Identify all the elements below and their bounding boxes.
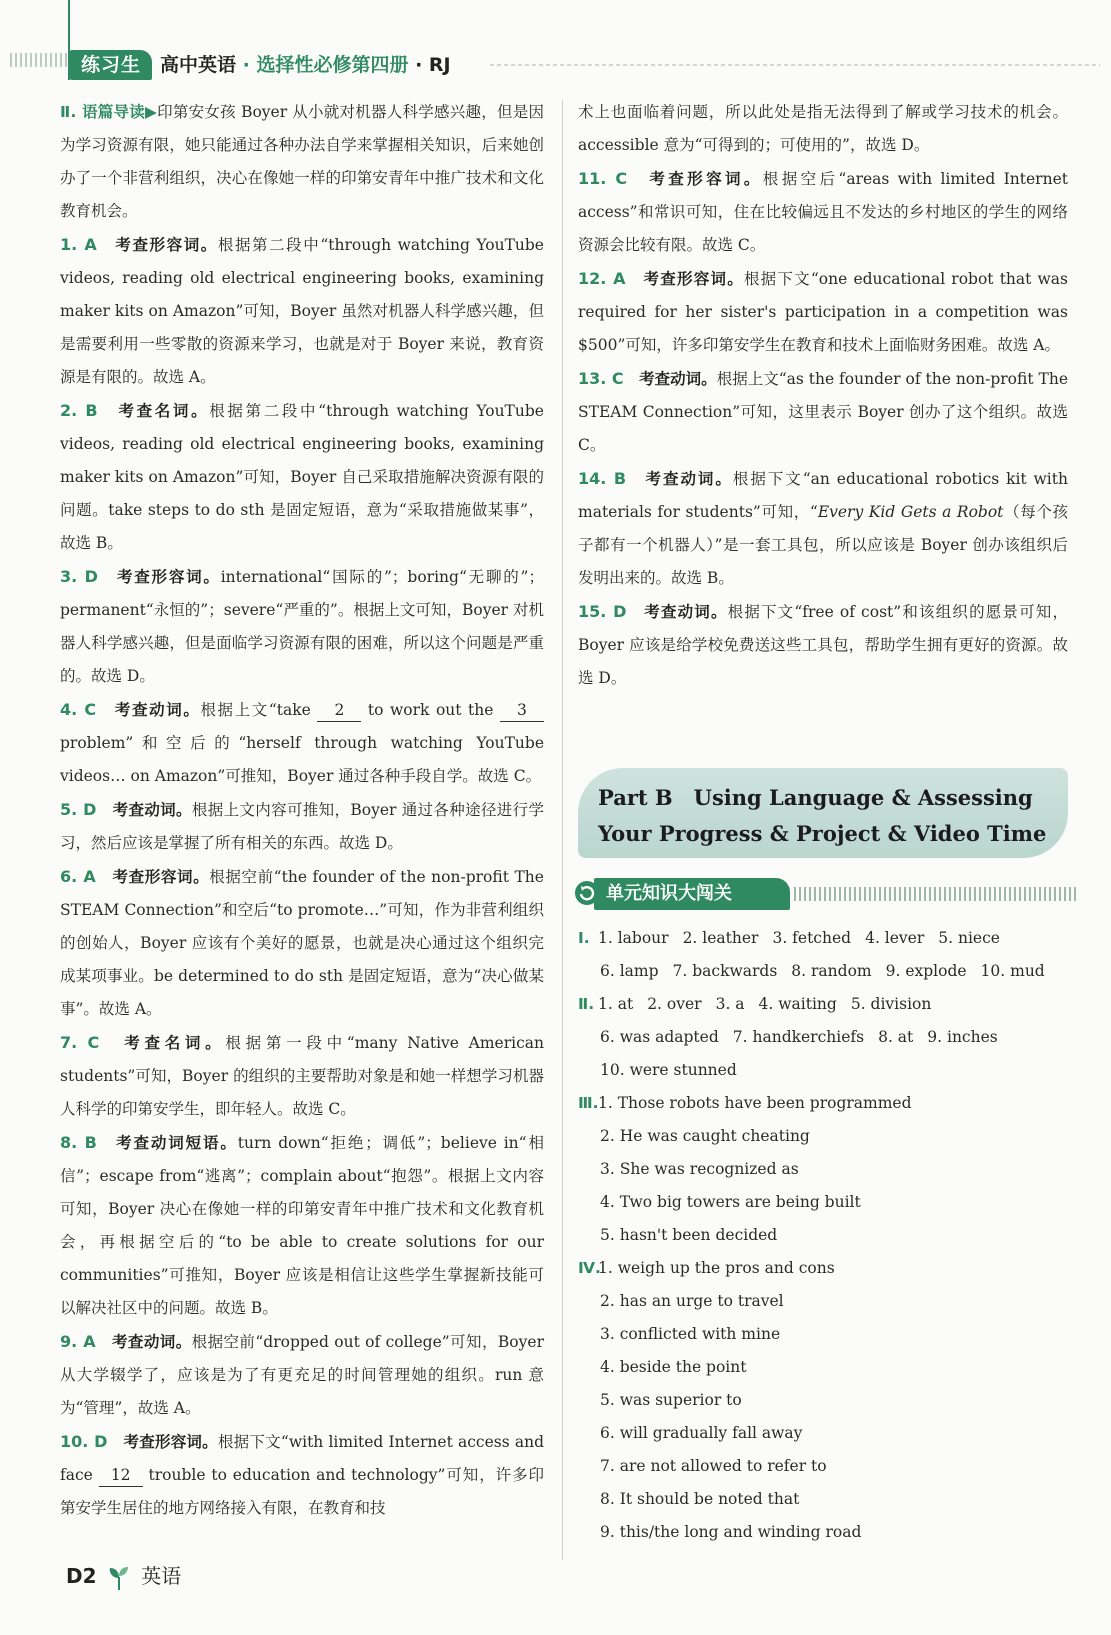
answer: 3. conflicted with mine <box>600 1325 781 1343</box>
item-type: 考查动词短语。 <box>116 1134 238 1152</box>
item-text: international“国际的”；boring“无聊的”；permanent“永恒的”；severe“严重的”。根据上文可知，Boyer 对机器人科学感兴趣，但是面临学习资源有限的困难，所以这个问题是严重的。故选 D。 <box>60 568 544 685</box>
answer: 6. lamp <box>600 962 659 980</box>
header-dots <box>10 53 68 67</box>
answer-row <box>578 1417 1068 1450</box>
item-type: 考查动词。 <box>644 603 728 621</box>
item-type: 考查形容词。 <box>112 868 210 886</box>
answer: 6. will gradually fall away <box>600 1424 803 1442</box>
answer: 4. lever <box>865 929 925 947</box>
item-text: 根据上文“as the founder of the non-profit The STEAM Connection”可知，这里表示 Boyer 创办了这个组织。故选 C。 <box>578 370 1069 454</box>
answer-row <box>578 1153 1068 1186</box>
answer: 2. He was caught cheating <box>600 1127 810 1145</box>
answer: 5. hasn't been decided <box>600 1226 778 1244</box>
item-text: 根据空前“dropped out of college”可知，Boyer 从大学辍学了，应该是为了有更充足的时间管理她的组织。run 意为“管理”，故选 A。 <box>60 1333 544 1417</box>
answer-row <box>578 1054 1068 1087</box>
answer: 7. are not allowed to refer to <box>600 1457 827 1475</box>
item-number: 5. D <box>60 800 97 819</box>
item-text: 根据上文“take <box>200 701 318 719</box>
item-number: 14. B <box>578 469 627 488</box>
answer-row <box>578 1252 1068 1285</box>
answer-item-7 <box>60 1026 544 1126</box>
book-title <box>160 50 451 80</box>
item-number: 9. A <box>60 1332 96 1351</box>
section-title: 单元知识大闯关 <box>594 878 790 910</box>
item-number: 10. D <box>60 1432 108 1451</box>
answer: 3. She was recognized as <box>600 1160 799 1178</box>
series-badge: 练习生 <box>70 50 152 80</box>
answer: 1. at <box>598 995 634 1013</box>
item-text: problem”和空后的“herself through watching YouTube videos… on Amazon”可推知，Boyer 通过各种手段自学。故选 C。 <box>60 734 544 785</box>
item-text: 根据第二段中“through watching YouTube videos, reading old electrical engineering books, examining maker kits on Amazon”可知，Boyer 虽然对机器人科学感兴趣，但是需要利用一些零散的资源来学习，也就是对于 Boyer 来说，教育资源是有限的。故选 A。 <box>60 236 544 386</box>
answer-item-4 <box>60 693 544 793</box>
roman-label: Ⅰ. <box>578 929 590 947</box>
answer-row <box>578 988 1068 1021</box>
answer-row <box>578 1021 1068 1054</box>
answer: 8. random <box>791 962 872 980</box>
answer: 6. was adapted <box>600 1028 719 1046</box>
item-type: 考查名词。 <box>124 1034 226 1052</box>
answer: 5. niece <box>938 929 1000 947</box>
answer-row <box>578 1351 1068 1384</box>
section-dots <box>794 887 1079 901</box>
reading-guide-tag: Ⅱ. 语篇导读▶ <box>60 103 158 121</box>
item-italic: Every Kid Gets a Robot <box>817 503 1004 521</box>
item-type: 考查形容词。 <box>649 170 763 188</box>
unit-answers <box>578 922 1068 1549</box>
reading-guide <box>60 96 544 228</box>
item-text: 根据下文“with limited Internet access and face <box>60 1433 544 1484</box>
refresh-arrow-icon <box>574 880 600 906</box>
answer-item-5 <box>60 793 544 860</box>
answer: 5. division <box>850 995 932 1013</box>
item-text: （每个孩子都有一个机器人）”是一套工具包，所以应该是 Boyer 创办该组织后发明出来的。故选 B。 <box>578 503 1068 587</box>
answer-item-14 <box>578 462 1068 595</box>
answer-item-12 <box>578 262 1068 362</box>
item-text: 根据空前“the founder of the non-profit The STEAM Connection”和空后“to promote…”可知，作为非营利组织的创始人，Boyer 应该有个美好的愿景，也就是决心通过这个组织完成某项事业。be determined to do sth 是固定短语，意为“决心做某事”。故选 A。 <box>60 868 544 1018</box>
roman-label: Ⅱ. <box>578 995 595 1013</box>
title-sub: 选择性必修第四册 <box>256 54 409 76</box>
answer-item-9 <box>60 1325 544 1425</box>
item-text: 根据下文“one educational robot that was required for her sister's participation in a competition was $500”可知，许多印第安学生在教育和技术上面临财务困难。故选 A。 <box>578 270 1068 354</box>
item-number: 6. A <box>60 867 96 886</box>
answer: 10. mud <box>980 962 1045 980</box>
answer: 4. beside the point <box>600 1358 747 1376</box>
answer-item-13 <box>578 362 1068 462</box>
answer: 4. waiting <box>758 995 837 1013</box>
answer-item-10 <box>60 1425 544 1525</box>
answer-row <box>578 922 1068 955</box>
page-number: D2 <box>66 1564 97 1588</box>
item-type: 考查动词。 <box>645 470 733 488</box>
answer-item-3 <box>60 560 544 693</box>
item-type: 考查形容词。 <box>116 568 221 586</box>
item-text: 根据上文内容可推知，Boyer 通过各种途径进行学习，然后应该是掌握了所有相关的东西。故选 D。 <box>60 801 544 852</box>
answer: 9. explode <box>885 962 967 980</box>
answer: 3. fetched <box>772 929 852 947</box>
banner-line-2: Your Progress & Project & Video Time <box>598 821 1047 846</box>
answer: 7. backwards <box>672 962 778 980</box>
item-text: 根据下文“free of cost”和该组织的愿景可知，Boyer 应该是给学校免费送这些工具包，帮助学生拥有更好的资源。故选 D。 <box>578 603 1068 687</box>
answer: 1. labour <box>598 929 669 947</box>
answer-row <box>578 955 1068 988</box>
answer-item-15 <box>578 595 1068 695</box>
answer: 2. has an urge to travel <box>600 1292 784 1310</box>
blank: 12 <box>99 1464 143 1487</box>
item-type: 考查名词。 <box>118 402 210 420</box>
item-number: 15. D <box>578 602 627 621</box>
roman-label: Ⅳ. <box>578 1259 601 1277</box>
header-rule <box>490 64 1100 66</box>
answer-row <box>578 1516 1068 1549</box>
answer-row <box>578 1087 1068 1120</box>
reading-guide-text: 印第安女孩 Boyer 从小就对机器人科学感兴趣，但是因为学习资源有限，她只能通过各种办法自学来掌握相关知识，后来她创办了一个非营利组织，决心在像她一样的印第安青年中推广技术和文化教育机会。 <box>60 103 545 220</box>
footer <box>66 1560 181 1591</box>
banner-line-1: Part B Using Language & Assessing <box>598 785 1033 810</box>
blank: 2 <box>317 699 361 722</box>
item-text: trouble to education and technology”可知，许多印第安学生居住的地方网络接入有限，在教育和技 <box>60 1466 544 1517</box>
answer: 8. at <box>878 1028 914 1046</box>
answer-row <box>578 1318 1068 1351</box>
answer: 9. inches <box>927 1028 998 1046</box>
title-main: 高中英语 <box>160 54 237 76</box>
right-column <box>578 96 1068 695</box>
answer: 9. this/the long and winding road <box>600 1523 862 1541</box>
answer-item-1 <box>60 228 544 394</box>
answer-row <box>578 1219 1068 1252</box>
item-type: 考查动词。 <box>111 1333 192 1351</box>
answer-row <box>578 1186 1068 1219</box>
item-number: 11. C <box>578 169 628 188</box>
item-number: 8. B <box>60 1133 97 1152</box>
item-number: 3. D <box>60 567 98 586</box>
item-text: to work out the <box>361 701 500 719</box>
item-number: 12. A <box>578 269 626 288</box>
item-text: 根据第二段中“through watching YouTube videos, reading old electrical engineering books, examining maker kits on Amazon”可知，Boyer 自己采取措施解决资源有限的问题。take steps to do sth 是固定短语，意为“采取措施做某事”，故选 B。 <box>60 402 544 552</box>
item-type: 考查动词。 <box>639 370 717 388</box>
answer-item-2 <box>60 394 544 560</box>
sprout-icon <box>107 1565 131 1591</box>
answer-item-6 <box>60 860 544 1026</box>
item-type: 考查形容词。 <box>115 236 218 254</box>
item-text: turn down“拒绝；调低”；believe in“相信”；escape from“逃离”；complain about“抱怨”。根据上文内容可知，Boyer 决心在像她一样的印第安青年中推广技术和文化教育机会，再根据空后的“to be able to create solutions for our communities”可推知，Boyer 应该是相信让这些学生掌握新技能可以解决社区中的问题。故选 B。 <box>60 1134 544 1317</box>
item-type: 考查动词。 <box>114 701 201 719</box>
answer: 1. weigh up the pros and cons <box>598 1259 835 1277</box>
title-sep: · <box>236 54 257 76</box>
continuation-text: 术上也面临着问题，所以此处是指无法得到了解或学习技术的机会。accessible 意为“可得到的；可使用的”，故选 D。 <box>578 103 1068 154</box>
answer-item-11 <box>578 162 1068 262</box>
answer-row <box>578 1285 1068 1318</box>
answer: 10. were stunned <box>600 1061 737 1079</box>
item-number: 7. C <box>60 1033 100 1052</box>
item-type: 考查形容词。 <box>123 1433 218 1451</box>
title-edition: · RJ <box>408 54 451 76</box>
answer: 7. handkerchiefs <box>732 1028 865 1046</box>
column-divider <box>562 100 563 1560</box>
item-type: 考查形容词。 <box>643 270 744 288</box>
item-number: 13. C <box>578 369 624 388</box>
footer-subject: 英语 <box>141 1564 182 1588</box>
item-text: 根据第一段中“many Native American students”可知，Boyer 的组织的主要帮助对象是和她一样想学习机器人科学的印第安学生，即年轻人。故选 C。 <box>60 1034 544 1118</box>
answer: 2. over <box>647 995 702 1013</box>
item-type: 考查动词。 <box>112 801 192 819</box>
answer: 1. Those robots have been programmed <box>598 1094 912 1112</box>
answer-item-8 <box>60 1126 544 1325</box>
answer: 8. It should be noted that <box>600 1490 800 1508</box>
answer: 3. a <box>715 995 745 1013</box>
item-number: 2. B <box>60 401 98 420</box>
part-b-banner <box>578 768 1068 858</box>
blank: 3 <box>500 699 544 722</box>
item-number: 4. C <box>60 700 97 719</box>
answer-row <box>578 1483 1068 1516</box>
roman-label: Ⅲ. <box>578 1094 599 1112</box>
item-number: 1. A <box>60 235 97 254</box>
answer-row <box>578 1120 1068 1153</box>
item-text: 根据空后“areas with limited Internet access”和常识可知，住在比较偏远且不发达的乡村地区的学生的网络资源会比较有限。故选 C。 <box>578 170 1068 254</box>
item-text: 根据下文“an educational robotics kit with materials for students”可知，“ <box>578 470 1068 521</box>
answer: 5. was superior to <box>600 1391 742 1409</box>
answer: 4. Two big towers are being built <box>600 1193 861 1211</box>
answer-row <box>578 1450 1068 1483</box>
left-column <box>60 96 544 1525</box>
answer: 2. leather <box>682 929 759 947</box>
answer-row <box>578 1384 1068 1417</box>
